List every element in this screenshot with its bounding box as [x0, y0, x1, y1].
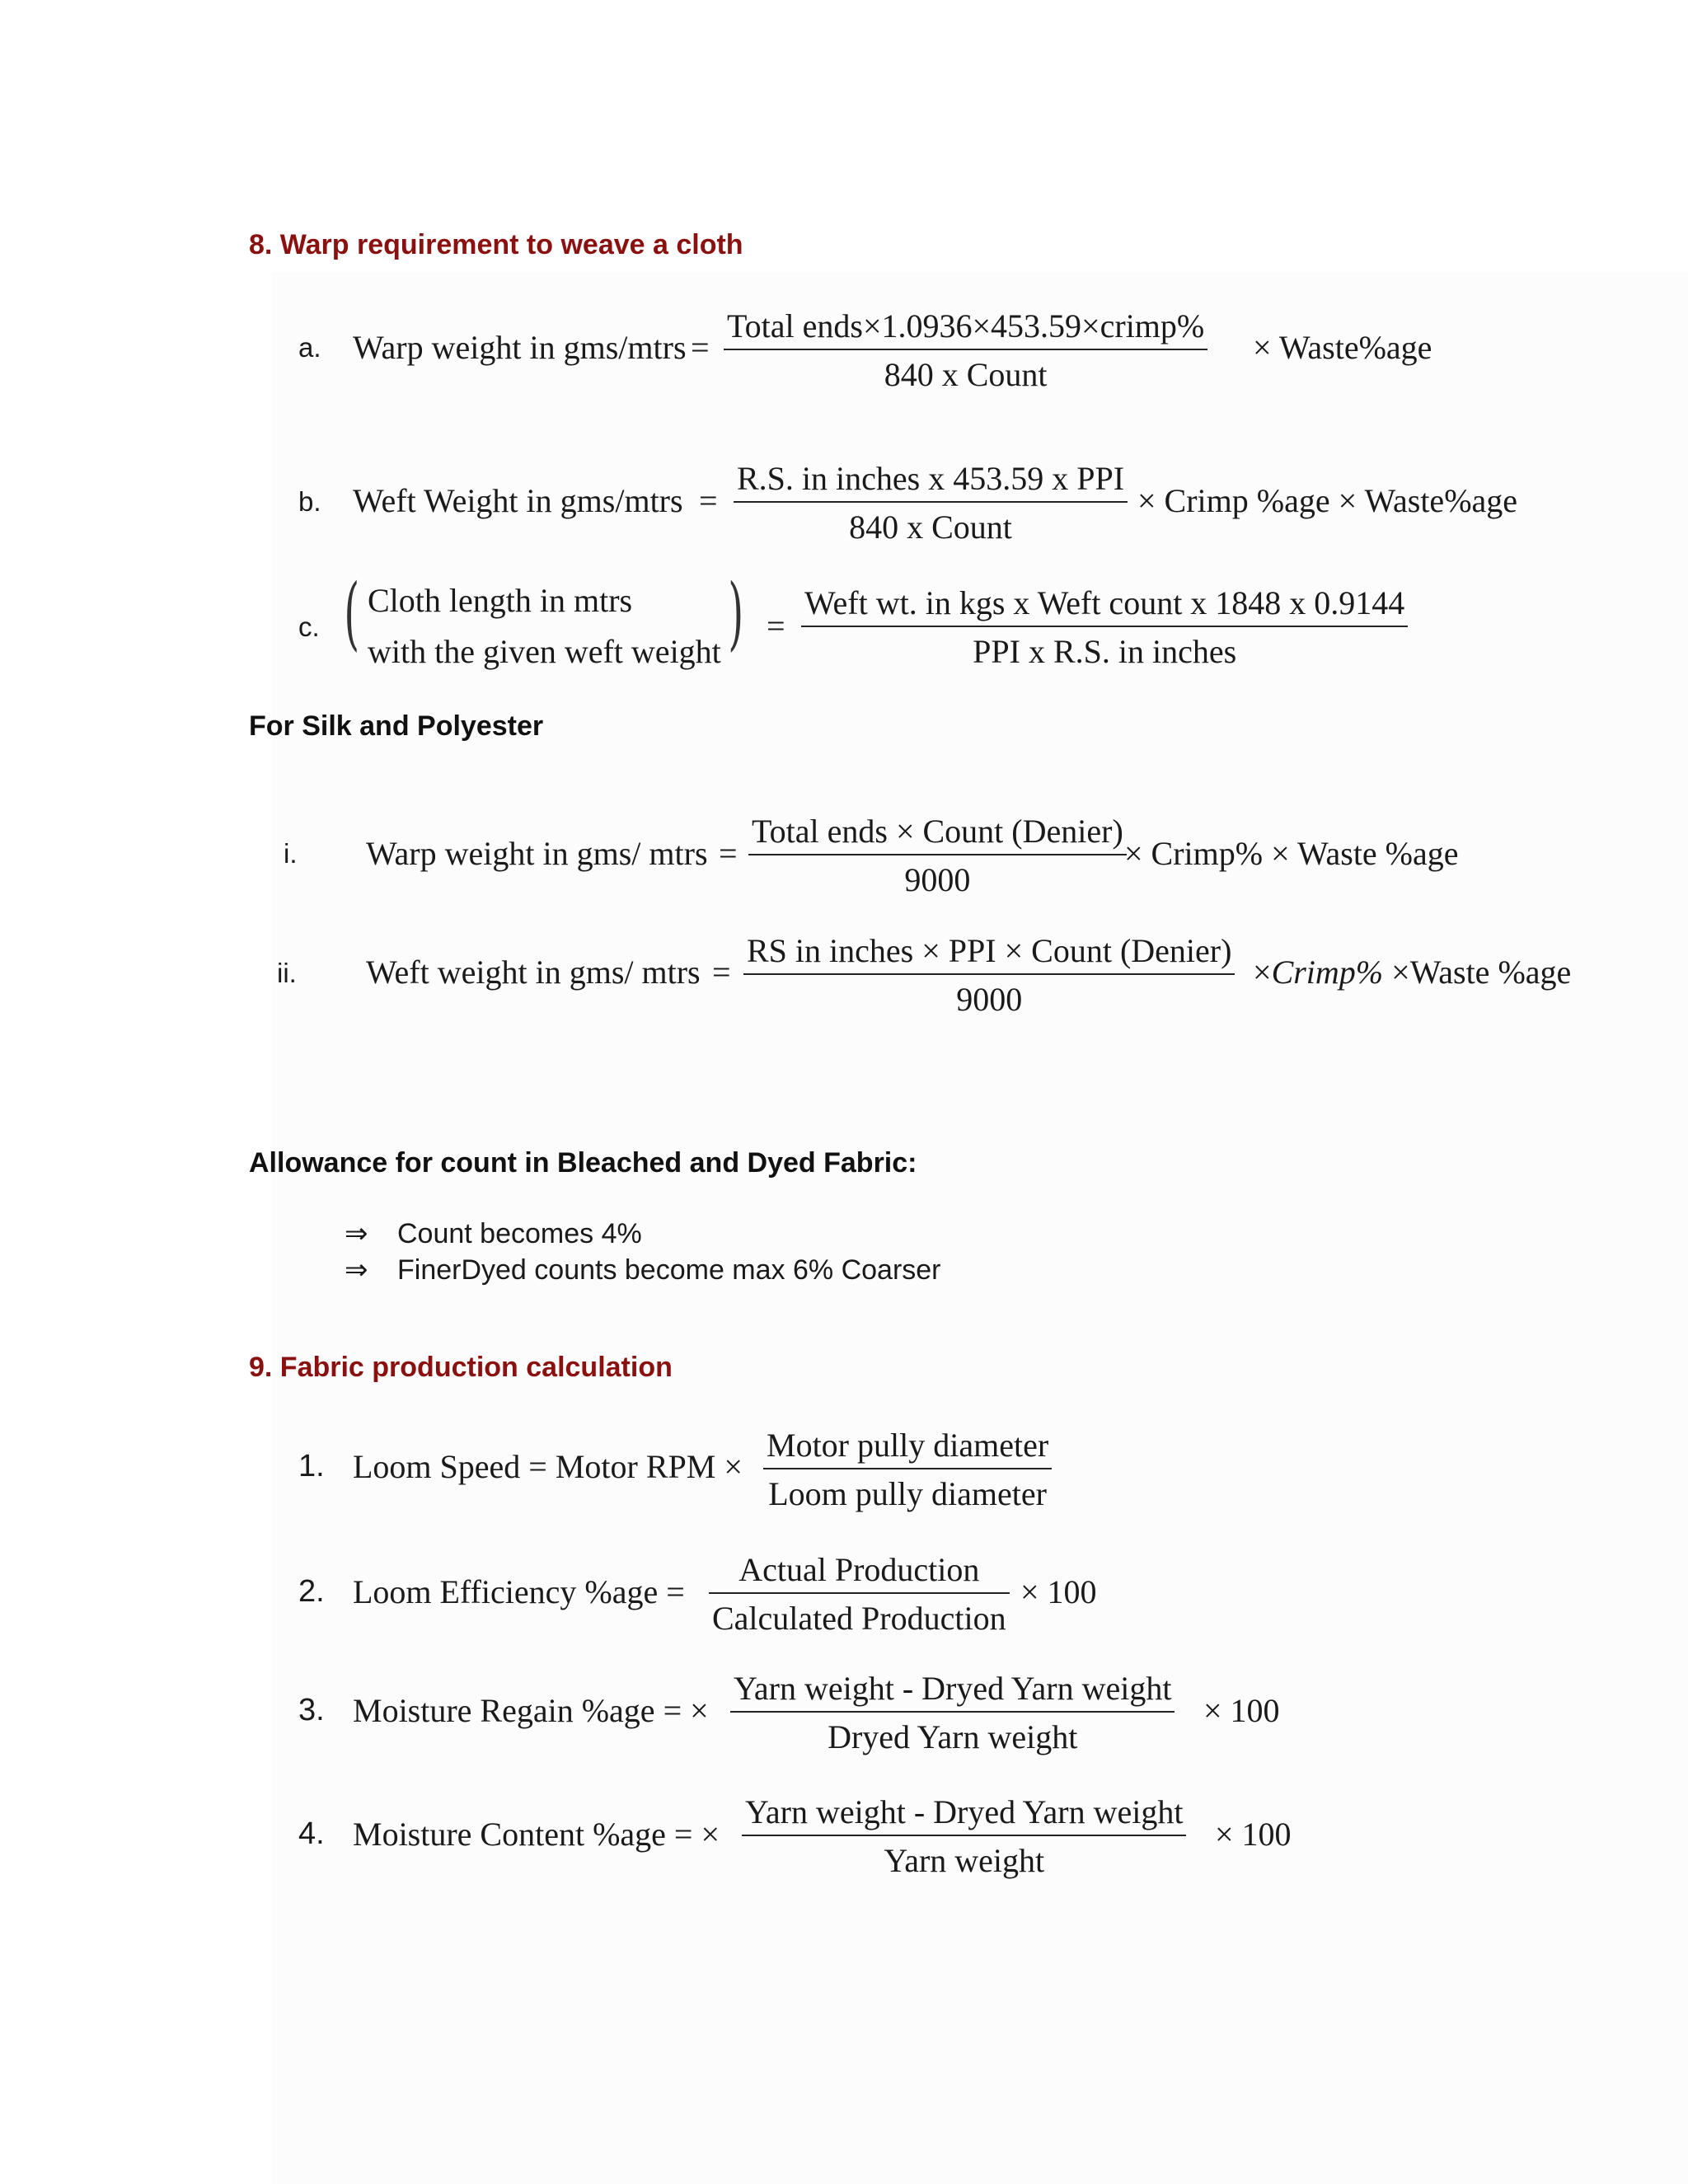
formula-ii-tail [1253, 953, 1571, 991]
formula-b-denominator: 840 x Count [849, 509, 1012, 546]
formula-b-label: b. [298, 486, 321, 517]
allowance-heading: Allowance for count in Bleached and Dyed Fabric: [249, 1147, 917, 1179]
formula-4-tail: × 100 [1215, 1816, 1292, 1853]
silk-polyester-heading: For Silk and Polyester [249, 710, 544, 742]
formula-b-lhs: Weft Weight in gms/mtrs [353, 482, 683, 519]
formula-b-numerator: R.S. in inches x 453.59 x PPI [737, 460, 1125, 497]
formula-b-tail: × Crimp %age × Waste%age [1137, 482, 1518, 519]
formula-3-number: 3. [298, 1693, 325, 1727]
allowance-item [345, 1254, 941, 1286]
formula-c-denominator: PPI x R.S. in inches [973, 633, 1237, 670]
formula-ii-tail-times: × [1253, 954, 1272, 991]
formula-i-tail: × Crimp% × Waste %age [1124, 835, 1459, 872]
formula-c-lhs [368, 575, 721, 677]
formula-2-denominator: Calculated Production [712, 1600, 1006, 1637]
formula-c-lhs-line2: with the given weft weight [368, 633, 721, 670]
implies-arrow-icon: ⇒ [345, 1217, 368, 1250]
formula-a-tail: × Waste%age [1253, 329, 1432, 366]
left-parenthesis: ( [344, 567, 360, 659]
formula-1-fraction [763, 1426, 1052, 1513]
formula-3-denominator: Dryed Yarn weight [828, 1718, 1078, 1755]
section-9-heading: 9. Fabric production calculation [249, 1352, 673, 1383]
formula-3-fraction [730, 1669, 1175, 1756]
formula-i-numerator: Total ends × Count (Denier) [752, 813, 1123, 850]
formula-a-lhs: Warp weight in gms/mtrs [353, 329, 687, 366]
allowance-item-text: Count becomes 4% [397, 1218, 642, 1249]
formula-1-number: 1. [298, 1449, 325, 1483]
formula-c-label: c. [298, 612, 320, 642]
formula-a-numerator: Total ends×1.0936×453.59×crimp% [727, 307, 1205, 344]
formula-3-numerator: Yarn weight - Dryed Yarn weight [734, 1670, 1172, 1707]
formula-4-number: 4. [298, 1816, 325, 1851]
formula-1-denominator: Loom pully diameter [768, 1475, 1047, 1512]
formula-i-fraction [748, 812, 1127, 899]
formula-ii-tail-waste: ×Waste %age [1383, 954, 1572, 991]
formula-i-denominator: 9000 [904, 861, 971, 898]
formula-2-fraction [709, 1550, 1010, 1638]
formula-ii-equals: = [712, 954, 731, 991]
formula-a-label: a. [298, 332, 321, 363]
formula-b-fraction [734, 459, 1128, 546]
formula-ii-fraction [743, 931, 1235, 1019]
formula-3-lhs: Moisture Regain %age = × [353, 1692, 709, 1729]
formula-a-fraction [724, 307, 1207, 394]
formula-c-numerator: Weft wt. in kgs x Weft count x 1848 x 0.9144 [804, 584, 1405, 621]
formula-b-equals: = [699, 482, 718, 519]
allowance-item [345, 1217, 642, 1250]
formula-i-label: i. [284, 838, 298, 869]
formula-ii-label: ii. [277, 958, 297, 988]
right-parenthesis: ) [728, 567, 744, 659]
formula-2-numerator: Actual Production [738, 1551, 980, 1588]
formula-a-equals: = [691, 329, 710, 366]
formula-i-equals: = [719, 835, 738, 872]
formula-c-lhs-line1: Cloth length in mtrs [368, 582, 633, 619]
formula-2-number: 2. [298, 1574, 325, 1609]
formula-1-numerator: Motor pully diameter [767, 1427, 1049, 1464]
formula-3-tail: × 100 [1203, 1692, 1280, 1729]
formula-1-lhs: Loom Speed = Motor RPM × [353, 1448, 743, 1485]
formula-ii-tail-crimp: Crimp% [1271, 954, 1384, 991]
formula-4-denominator: Yarn weight [884, 1842, 1045, 1879]
formula-ii-lhs: Weft weight in gms/ mtrs [366, 954, 701, 991]
formula-4-lhs: Moisture Content %age = × [353, 1816, 720, 1853]
formula-c-fraction [801, 583, 1408, 671]
formula-ii-numerator: RS in inches × PPI × Count (Denier) [747, 932, 1232, 969]
formula-2-lhs: Loom Efficiency %age = [353, 1573, 685, 1610]
formula-c-equals: = [767, 607, 785, 644]
allowance-item-text: FinerDyed counts become max 6% Coarser [397, 1254, 941, 1286]
formula-2-tail: × 100 [1020, 1573, 1097, 1610]
formula-4-numerator: Yarn weight - Dryed Yarn weight [745, 1793, 1184, 1830]
formula-i-lhs: Warp weight in gms/ mtrs [366, 835, 708, 872]
formula-a-denominator: 840 x Count [884, 356, 1048, 393]
implies-arrow-icon: ⇒ [345, 1254, 368, 1286]
formula-ii-denominator: 9000 [956, 981, 1023, 1018]
section-8-heading: 8. Warp requirement to weave a cloth [249, 229, 743, 260]
formula-4-fraction [742, 1793, 1186, 1880]
